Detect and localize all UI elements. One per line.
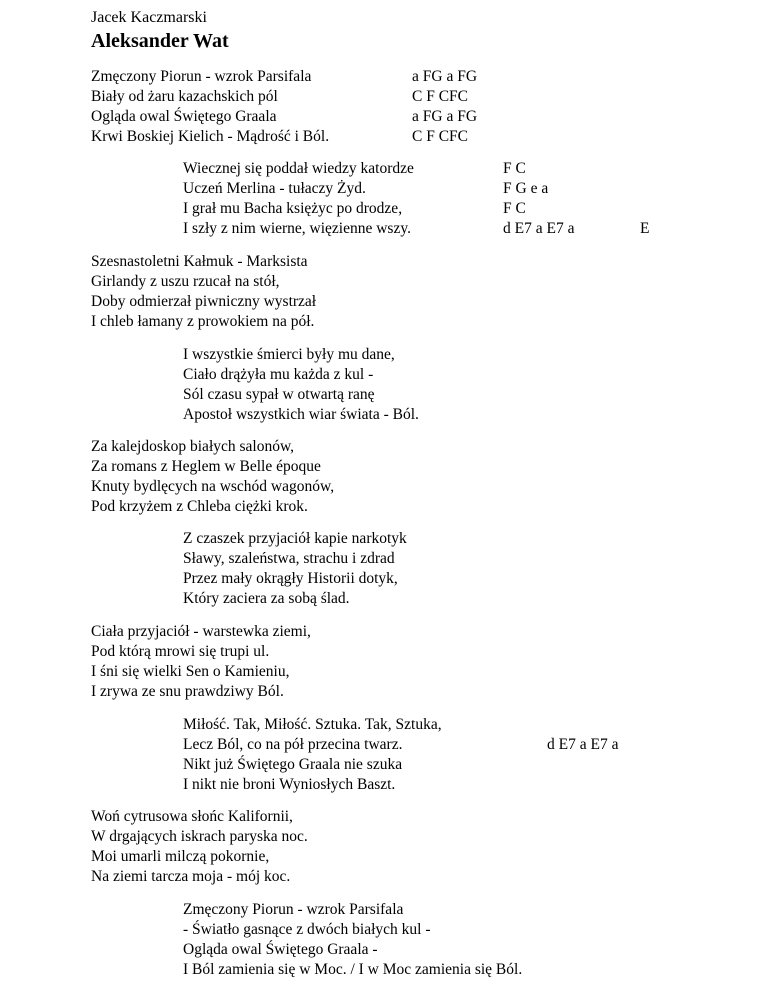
- lyric-line: W drgających iskrach paryska noc.: [91, 828, 308, 845]
- author-name: Jacek Kaczmarski: [91, 9, 207, 26]
- chord-line: E: [640, 220, 650, 237]
- chord-line: a FG a FG: [412, 108, 478, 125]
- stanza-3: [91, 252, 316, 332]
- stanza-7: [91, 622, 311, 702]
- chord-line: F C: [503, 160, 526, 177]
- lyric-line: Miłość. Tak, Miłość. Sztuka. Tak, Sztuka,: [183, 716, 442, 733]
- chord-line: F C: [503, 200, 526, 217]
- lyric-line: I szły z nim wierne, więzienne wszy.: [183, 220, 411, 237]
- lyric-line: Krwi Boskiej Kielich - Mądrość i Ból.: [91, 128, 330, 145]
- chord-line: C F CFC: [412, 128, 469, 145]
- stanza-1: [91, 67, 329, 147]
- chords-stanza-8: [547, 735, 618, 755]
- lyric-line: Moi umarli milczą pokornie,: [91, 848, 270, 865]
- lyric-line: Uczeń Merlina - tułaczy Żyd.: [183, 180, 366, 197]
- lyric-line: Za romans z Heglem w Belle époque: [91, 458, 321, 475]
- lyric-line: Lecz Ból, co na pół przecina twarz.: [183, 736, 403, 753]
- lyric-line: Ogląda owal Świętego Graala: [91, 108, 277, 125]
- lyric-line: I śni się wielki Sen o Kamieniu,: [91, 663, 290, 680]
- lyric-line: Na ziemi tarcza moja - mój koc.: [91, 868, 291, 885]
- lyric-line: Zmęczony Piorun - wzrok Parsifala: [183, 901, 404, 918]
- chord-extra: [640, 219, 649, 239]
- chord-line: F G e a: [503, 180, 549, 197]
- stanza-5: [91, 437, 334, 517]
- lyric-line: I wszystkie śmierci były mu dane,: [183, 346, 395, 363]
- lyric-line: Ciała przyjaciół - warstewka ziemi,: [91, 623, 311, 640]
- chord-line: C F CFC: [412, 88, 469, 105]
- lyric-line: I Ból zamienia się w Moc. / I w Moc zamienia się Ból.: [183, 961, 523, 978]
- lyric-line: Który zaciera za sobą ślad.: [183, 590, 350, 607]
- lyric-line: Doby odmierzał piwniczny wystrzał: [91, 293, 317, 310]
- lyric-line: Za kalejdoskop białych salonów,: [91, 438, 295, 455]
- chords-stanza-2: [503, 159, 574, 239]
- lyric-line: Pod którą mrowi się trupi ul.: [91, 643, 270, 660]
- chord-line: d E7 a E7 a: [547, 736, 619, 753]
- lyric-line: Sól czasu sypał w otwartą ranę: [183, 386, 375, 403]
- lyric-line: Wiecznej się poddał wiedzy katordze: [183, 160, 414, 177]
- song-title: Aleksander Wat: [91, 30, 229, 52]
- lyric-line: Z czaszek przyjaciół kapie narkotyk: [183, 530, 407, 547]
- lyric-line: I nikt nie broni Wyniosłych Baszt.: [183, 776, 396, 793]
- lyric-line: I grał mu Bacha księżyc po drodze,: [183, 200, 403, 217]
- lyric-line: Biały od żaru kazachskich pól: [91, 88, 278, 105]
- lyric-line: - Światło gasnące z dwóch białych kul -: [183, 921, 431, 938]
- chord-line: d E7 a E7 a: [503, 220, 575, 237]
- lyric-line: Ciało drążyła mu każda z kul -: [183, 366, 374, 383]
- stanza-9: [91, 807, 308, 887]
- lyric-line: Pod krzyżem z Chleba ciężki krok.: [91, 498, 308, 515]
- stanza-2: [183, 159, 414, 239]
- lyric-line: I chleb łamany z prowokiem na pół.: [91, 313, 315, 330]
- chord-line: a FG a FG: [412, 68, 478, 85]
- lyric-line: Przez mały okrągły Historii dotyk,: [183, 570, 398, 587]
- chords-stanza-1: [412, 67, 477, 147]
- lyric-line: Knuty bydlęcych na wschód wagonów,: [91, 478, 335, 495]
- lyric-line: Apostoł wszystkich wiar świata - Ból.: [183, 406, 419, 423]
- lyric-line: Girlandy z uszu rzucał na stół,: [91, 273, 280, 290]
- stanza-8: [183, 715, 442, 795]
- lyric-line: Woń cytrusowa słońc Kalifornii,: [91, 808, 293, 825]
- lyric-line: Nikt już Świętego Graala nie szuka: [183, 756, 403, 773]
- lyric-line: Szesnastoletni Kałmuk - Marksista: [91, 253, 308, 270]
- lyric-line: Ogląda owal Świętego Graala -: [183, 941, 378, 958]
- lyric-line: I zrywa ze snu prawdziwy Ból.: [91, 683, 284, 700]
- stanza-4: [183, 345, 419, 425]
- stanza-10: [183, 900, 522, 980]
- stanza-6: [183, 529, 407, 609]
- lyric-line: Sławy, szaleństwa, strachu i zdrad: [183, 550, 395, 567]
- lyric-line: Zmęczony Piorun - wzrok Parsifala: [91, 68, 312, 85]
